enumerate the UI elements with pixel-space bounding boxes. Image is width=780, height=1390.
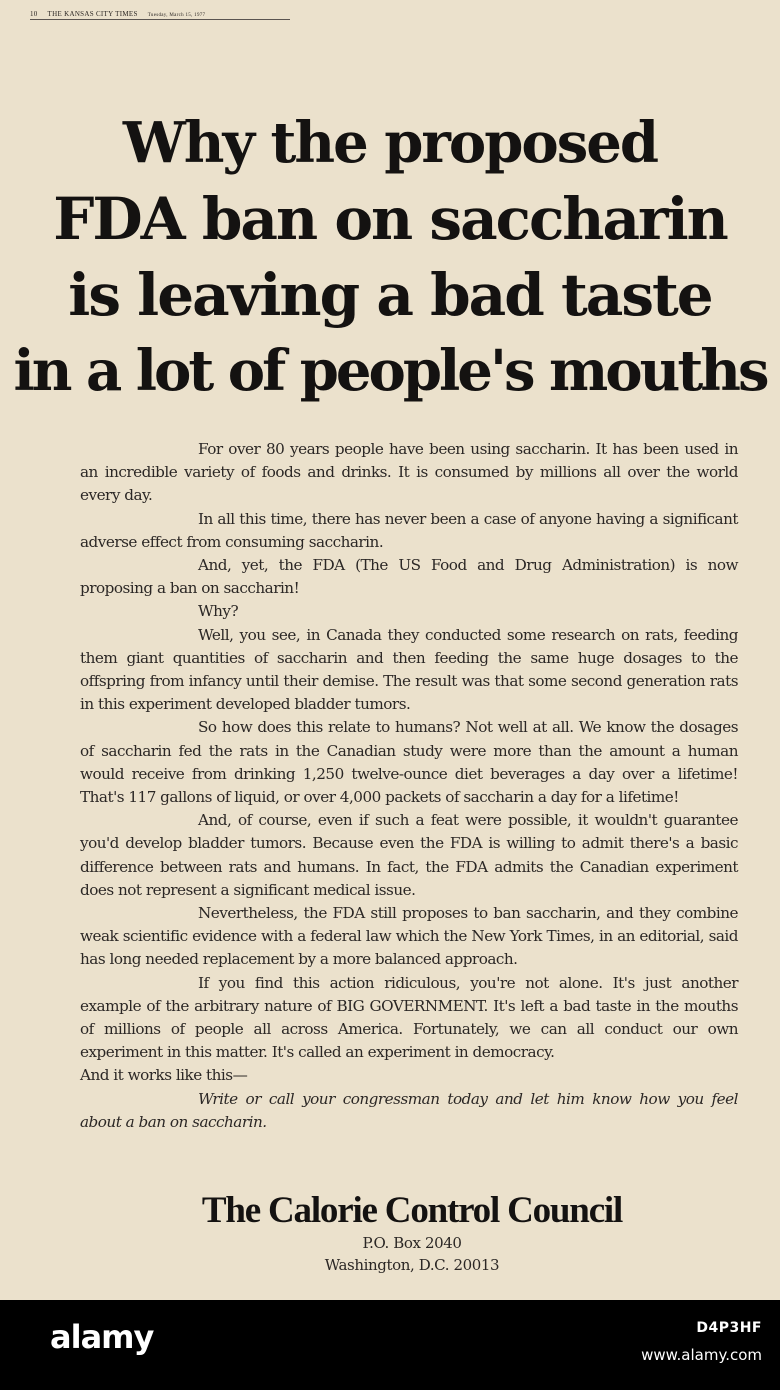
- paper-name: THE KANSAS CITY TIMES: [47, 10, 138, 18]
- image-id: D4P3HF: [696, 1320, 762, 1336]
- paragraph-7: And, of course, even if such a feat were possible, it wouldn't guarantee you'd develop bladder tumors. Because even the FDA is willing to admit there's a basic difference between rats and humans. In fact, the FDA admits the Canadian experiment does not represent a significant medical issue.: [80, 811, 738, 899]
- stock-footer-bar: [0, 1300, 780, 1390]
- paragraph-3: And, yet, the FDA (The US Food and Drug Administration) is now proposing a ban on saccharin!: [80, 556, 738, 598]
- page-number: 10: [30, 10, 38, 18]
- headline-line-2: FDA ban on saccharin: [53, 185, 727, 253]
- body-copy: [80, 438, 738, 1134]
- alamy-logo: alamy: [50, 1318, 154, 1356]
- issue-date: Tuesday, March 15, 1977: [147, 13, 206, 18]
- paragraph-10: And it works like this—: [80, 1066, 248, 1085]
- paragraph-6: So how does this relate to humans? Not well at all. We know the dosages of saccharin fed the rats in the Canadian study were more than the amount a human would receive from drinking 1,250 twelve-ounce diet beverages a day over a lifetime! That's 117 gallons of liquid, or over 4,000 packets of saccharin a day for a lifetime!: [80, 718, 738, 807]
- address-line-1: P.O. Box 2040: [362, 1234, 462, 1252]
- paragraph-4: Why?: [198, 602, 239, 621]
- headline-line-4: in a lot of people's mouths: [13, 338, 767, 404]
- masthead: [30, 10, 290, 20]
- paragraph-9: If you find this action ridiculous, you're not alone. It's just another example of the arbitrary nature of BIG GOVERNMENT. It's left a bad taste in the mouths of millions of people all across America. Fortunately, we can all conduct our own experiment in this matter. It's called an experiment in democracy.: [80, 973, 738, 1062]
- headline-line-1: Why the proposed: [122, 110, 658, 176]
- headline-line-3: is leaving a bad taste: [68, 261, 712, 329]
- headline: [0, 105, 780, 409]
- address-line-2: Washington, D.C. 20013: [324, 1256, 500, 1274]
- paragraph-8: Nevertheless, the FDA still proposes to ban saccharin, and they combine weak scientific evidence with a federal law which the New York Times, in an editorial, said has long needed replacement by a more balanced approach.: [80, 904, 738, 969]
- organization-name: The Calorie Control Council: [201, 1190, 623, 1231]
- closing-appeal: Write or call your congressman today and let him know how you feel about a ban on saccharin.: [80, 1089, 738, 1131]
- paragraph-2: In all this time, there has never been a case of anyone having a significant adverse effect from consuming saccharin.: [80, 509, 738, 551]
- stock-url: www.alamy.com: [641, 1346, 762, 1364]
- paragraph-5: Well, you see, in Canada they conducted some research on rats, feeding them giant quantities of saccharin and then feeding the same huge dosages to the offspring from infancy until their demise. The result was that some second generation rats in this experiment developed bladder tumors.: [80, 625, 738, 714]
- signature-block: [0, 1190, 780, 1276]
- paragraph-1: For over 80 years people have been using saccharin. It has been used in an incredible variety of foods and drinks. It is consumed by millions all over the world every day.: [80, 440, 738, 505]
